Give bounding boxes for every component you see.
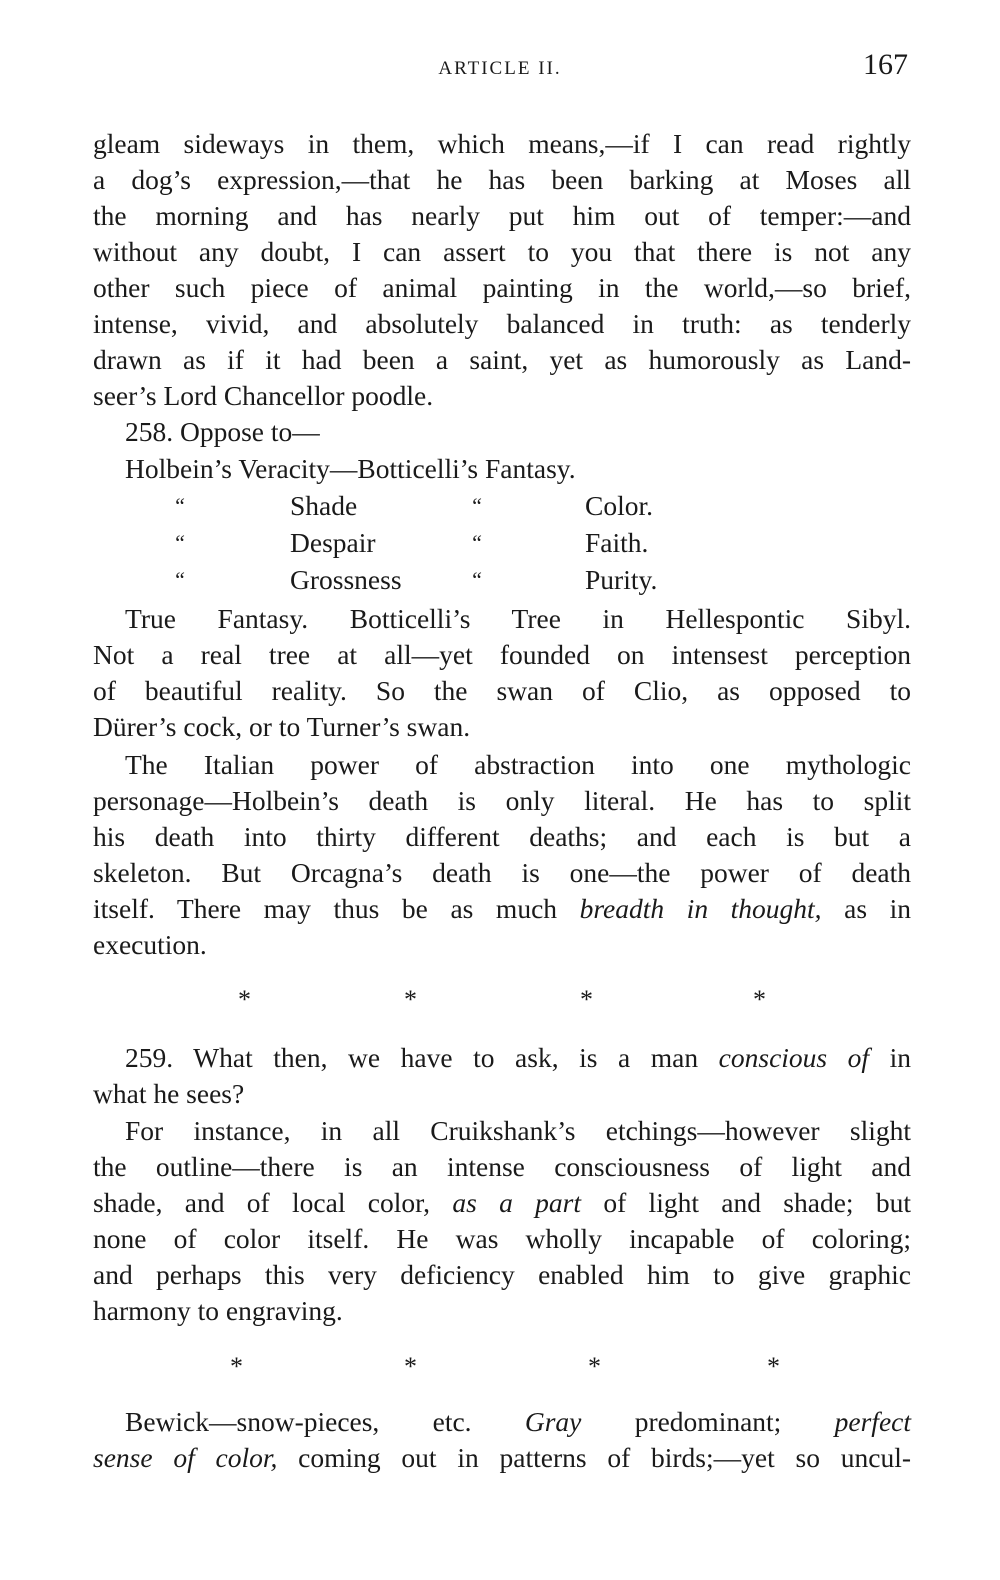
italic-text: sense of color, <box>93 1442 278 1473</box>
text-line: seer’s Lord Chancellor poodle. <box>93 380 434 411</box>
text-line: Bewick—snow-pieces, etc. Gray predominant; perfect <box>125 1406 911 1437</box>
text-line: and perhaps this very deficiency enabled him to give graphic <box>93 1259 911 1290</box>
ditto-mark: “ <box>470 567 483 592</box>
section-heading-258: 258. Oppose to— <box>125 416 320 447</box>
text-line: skeleton. But Orcagna’s death is one—the power of death <box>93 857 911 888</box>
comparison-right: Color. <box>585 490 653 521</box>
text-line: the morning and has nearly put him out of temper:—and <box>93 200 911 231</box>
asterisk: * <box>767 1352 780 1381</box>
ditto-mark: “ <box>173 493 186 518</box>
text-line: harmony to engraving. <box>93 1295 343 1326</box>
ditto-mark: “ <box>173 567 186 592</box>
italic-text: breadth in thought, <box>579 893 822 924</box>
text-line: gleam sideways in them, which means,—if I can read rightly <box>93 128 911 159</box>
asterisk: * <box>230 1352 243 1381</box>
text-line: a dog’s expression,—that he has been barking at Moses all <box>93 164 911 195</box>
italic-text: as a part <box>452 1187 582 1218</box>
comparison-right: Faith. <box>585 527 649 558</box>
text-line: Not a real tree at all—yet founded on intensest perception <box>93 639 911 670</box>
asterisk: * <box>580 985 593 1014</box>
text-line: The Italian power of abstraction into one mythologic <box>125 749 911 780</box>
asterism <box>0 985 1000 1015</box>
asterisk: * <box>404 1352 417 1381</box>
text-line: sense of color, coming out in patterns of birds;—yet so uncul- <box>93 1442 911 1473</box>
page-number: 167 <box>863 48 908 81</box>
italic-text: perfect <box>834 1406 911 1437</box>
text-line: intense, vivid, and absolutely balanced in truth: as tenderly <box>93 308 911 339</box>
comparison-right: Purity. <box>585 564 658 595</box>
text-line: the outline—there is an intense consciousness of light and <box>93 1151 911 1182</box>
italic-text: Gray <box>524 1406 582 1437</box>
text-line: his death into thirty different deaths; and each is but a <box>93 821 911 852</box>
text-line: shade, and of local color, as a part of light and shade; but <box>93 1187 911 1218</box>
comparison-intro: Holbein’s Veracity—Botticelli’s Fantasy. <box>125 453 576 484</box>
text-line: True Fantasy. Botticelli’s Tree in Hellespontic Sibyl. <box>125 603 911 634</box>
ditto-mark: “ <box>173 530 186 555</box>
running-header: ARTICLE II. <box>438 58 562 79</box>
text-line: personage—Holbein’s death is only literal. He has to split <box>93 785 911 816</box>
comparison-row <box>125 562 911 598</box>
text-line: Dürer’s cock, or to Turner’s swan. <box>93 711 471 742</box>
text-line: itself. There may thus be as much breadth in thought, as in <box>93 893 911 924</box>
text-line: of beautiful reality. So the swan of Clio, as opposed to <box>93 675 911 706</box>
text-line: what he sees? <box>93 1078 245 1109</box>
text-line: For instance, in all Cruikshank’s etchings—however slight <box>125 1115 911 1146</box>
italic-text: conscious of <box>718 1042 870 1073</box>
text-line: drawn as if it had been a saint, yet as humorously as Land- <box>93 344 911 375</box>
ditto-mark: “ <box>470 493 483 518</box>
text-line: none of color itself. He was wholly incapable of coloring; <box>93 1223 911 1254</box>
comparison-left: Despair <box>290 527 376 558</box>
comparison-row <box>125 488 911 524</box>
text-line: without any doubt, I can assert to you that there is not any <box>93 236 911 267</box>
comparison-row <box>125 525 911 561</box>
ditto-mark: “ <box>470 530 483 555</box>
text-line: other such piece of animal painting in the world,—so brief, <box>93 272 911 303</box>
asterisk: * <box>588 1352 601 1381</box>
asterism <box>0 1352 1000 1382</box>
comparison-left: Shade <box>290 490 358 521</box>
asterisk: * <box>753 985 766 1014</box>
comparison-left: Grossness <box>290 564 402 595</box>
asterisk: * <box>404 985 417 1014</box>
text-line: execution. <box>93 929 207 960</box>
asterisk: * <box>238 985 251 1014</box>
section-heading-259: 259. What then, we have to ask, is a man conscious of in <box>125 1042 911 1073</box>
